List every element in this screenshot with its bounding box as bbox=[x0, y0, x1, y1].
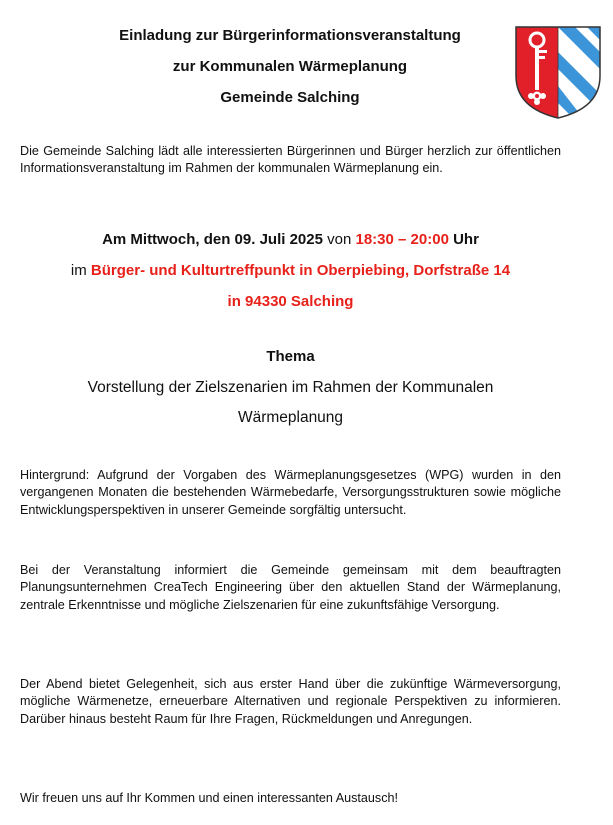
title-line-3: Gemeinde Salching bbox=[220, 89, 360, 106]
event-city: in 94330 Salching bbox=[227, 293, 354, 310]
event-location: Bürger- und Kulturtreffpunkt in Oberpiebing, Dorfstraße 14 bbox=[90, 262, 511, 279]
event-date: Am Mittwoch, den 09. Juli 2025 bbox=[102, 231, 323, 248]
title-line-1: Einladung zur Bürgerinformationsveranstaltung bbox=[119, 27, 461, 44]
title-line-2: zur Kommunalen Wärmeplanung bbox=[172, 58, 408, 75]
event-uhr: Uhr bbox=[453, 231, 479, 248]
topic-line-2: Wärmeplanung bbox=[237, 409, 344, 426]
event-city-line bbox=[20, 293, 561, 310]
topic-heading: Thema bbox=[266, 348, 315, 365]
coat-of-arms-icon bbox=[513, 24, 603, 120]
background-paragraph: Hintergrund: Aufgrund der Vorgaben des Wärmeplanungsgesetzes (WPG) wurden in den vergangenen Monaten die bestehenden Wärmebedarfe, Versorgungsstrukturen sowie mögliche Entwicklungsperspektiven in unserer Gemeinde sorgfältig untersucht. bbox=[20, 468, 561, 517]
topic-line-1: Vorstellung der Zielszenarien im Rahmen der Kommunalen bbox=[87, 379, 494, 396]
event-date-line bbox=[20, 231, 561, 248]
event-location-line bbox=[20, 262, 561, 279]
event-info-paragraph: Bei der Veranstaltung informiert die Gemeinde gemeinsam mit dem beauftragten Planungsunternehmen CreaTech Engineering über den aktuellen Stand der Wärmeplanung, zentrale Erkenntnisse und mögliche Zielszenarien für eine zukunftsfähige Versorgung. bbox=[20, 563, 561, 612]
event-time: 18:30 – 20:00 bbox=[355, 231, 449, 248]
intro-paragraph: Die Gemeinde Salching lädt alle interessierten Bürgerinnen und Bürger herzlich zur öffentlichen Informationsveranstaltung im Rahmen der kommunalen Wärmeplanung ein. bbox=[20, 144, 561, 176]
evening-paragraph: Der Abend bietet Gelegenheit, sich aus erster Hand über die zukünftige Wärmeversorgung, mögliche Wärmenetze, erneuerbare Alternativen und regionale Perspektiven zu informieren. Darüber hinaus besteht Raum für Ihre Fragen, Rückmeldungen und Anregungen. bbox=[20, 677, 561, 726]
location-prefix: im bbox=[70, 262, 87, 279]
event-from-word: von bbox=[327, 231, 352, 248]
closing-paragraph: Wir freuen uns auf Ihr Kommen und einen interessanten Austausch! bbox=[20, 791, 399, 805]
